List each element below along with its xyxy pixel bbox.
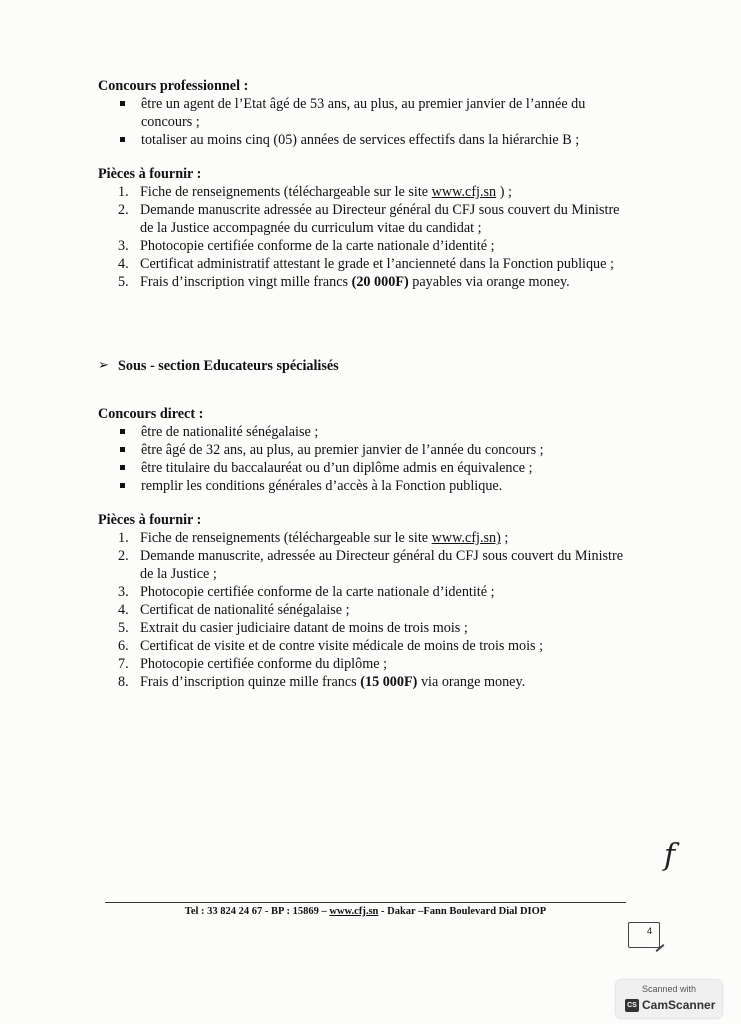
list-item: totaliser au moins cinq (05) années de services effectifs dans la hiérarchie B ; — [98, 131, 633, 149]
pieces-list-2 — [98, 529, 633, 691]
list-item: 4. Certificat administratif attestant le grade et l’ancienneté dans la Fonction publique ; — [118, 256, 614, 272]
conditions-list-direct — [98, 423, 633, 495]
subsection-title: ➢ Sous - section Educateurs spécialisés — [98, 358, 339, 375]
camscanner-brand: CamScanner — [642, 998, 716, 1012]
list-item: 3. Photocopie certifiée conforme de la carte nationale d’identité ; — [118, 584, 495, 601]
list-item: 4. Certificat de nationalité sénégalaise ; — [118, 602, 350, 619]
list-item: remplir les conditions générales d’accès à la Fonction publique. — [98, 477, 633, 495]
conditions-list-professionnel — [98, 95, 633, 149]
list-item: être âgé de 32 ans, au plus, au premier janvier de l’année du concours ; — [98, 441, 633, 459]
list-item: 2. Demande manuscrite, adressée au Directeur général du CFJ sous couvert du Ministre de la Justice ; — [118, 548, 624, 583]
bullet-square-icon — [120, 101, 125, 106]
heading-pieces-a-fournir-2: Pièces à fournir : — [98, 512, 202, 529]
handwritten-initial: f — [664, 838, 676, 873]
list-item: 3. Photocopie certifiée conforme de la carte nationale d’identité ; — [118, 238, 495, 254]
heading-pieces-a-fournir: Pièces à fournir : — [98, 166, 202, 182]
website-link[interactable]: www.cfj.sn — [431, 184, 497, 200]
footer-website-link[interactable]: www.cfj.sn — [329, 906, 379, 917]
list-item: 1. Fiche de renseignements (téléchargeable sur le site www.cfj.sn ) ; — [118, 184, 512, 200]
list-item: 5. Frais d’inscription vingt mille francs (20 000F) payables via orange money. — [118, 274, 570, 290]
bullet-square-icon — [120, 483, 125, 488]
bullet-square-icon — [120, 447, 125, 452]
bullet-square-icon — [120, 465, 125, 470]
bullet-square-icon — [120, 429, 125, 434]
list-item: être titulaire du baccalauréat ou d’un diplôme admis en équivalence ; — [98, 459, 633, 477]
heading-concours-professionnel: Concours professionnel : — [98, 78, 249, 94]
footer-contact: Tel : 33 824 24 67 - BP : 15869 – www.cfj.sn - Dakar –Fann Boulevard Dial DIOP — [184, 906, 547, 917]
list-item: 6. Certificat de visite et de contre visite médicale de moins de trois mois ; — [118, 638, 544, 655]
list-item: 1. Fiche de renseignements (téléchargeable sur le site www.cfj.sn) ; — [118, 530, 509, 547]
list-item: être un agent de l’Etat âgé de 53 ans, au plus, au premier janvier de l’année du concours ; — [98, 95, 633, 131]
bullet-square-icon — [120, 137, 125, 142]
camscanner-logo-icon: CS — [625, 999, 639, 1012]
list-item: 8. Frais d’inscription quinze mille francs (15 000F) via orange money. — [118, 674, 526, 691]
list-item: 2. Demande manuscrite adressée au Directeur général du CFJ sous couvert du Ministre de la Justice accompagnée du curriculum vitae du candidat ; — [118, 202, 620, 236]
camscanner-watermark — [616, 980, 722, 1018]
website-link[interactable]: www.cfj.sn) — [431, 530, 501, 547]
page-number-box — [628, 922, 660, 948]
pieces-list-1 — [98, 183, 633, 291]
document-body — [98, 77, 633, 691]
footer-divider — [105, 902, 626, 903]
list-item: 5. Extrait du casier judiciaire datant de moins de trois mois ; — [118, 620, 468, 637]
list-item: 7. Photocopie certifiée conforme du diplôme ; — [118, 656, 388, 673]
scanned-with-label: Scanned with — [641, 984, 697, 994]
page-number: 4 — [646, 926, 652, 936]
arrow-bullet-icon: ➢ — [98, 358, 109, 374]
heading-concours-direct: Concours direct : — [98, 406, 204, 423]
list-item: être de nationalité sénégalaise ; — [98, 423, 633, 441]
